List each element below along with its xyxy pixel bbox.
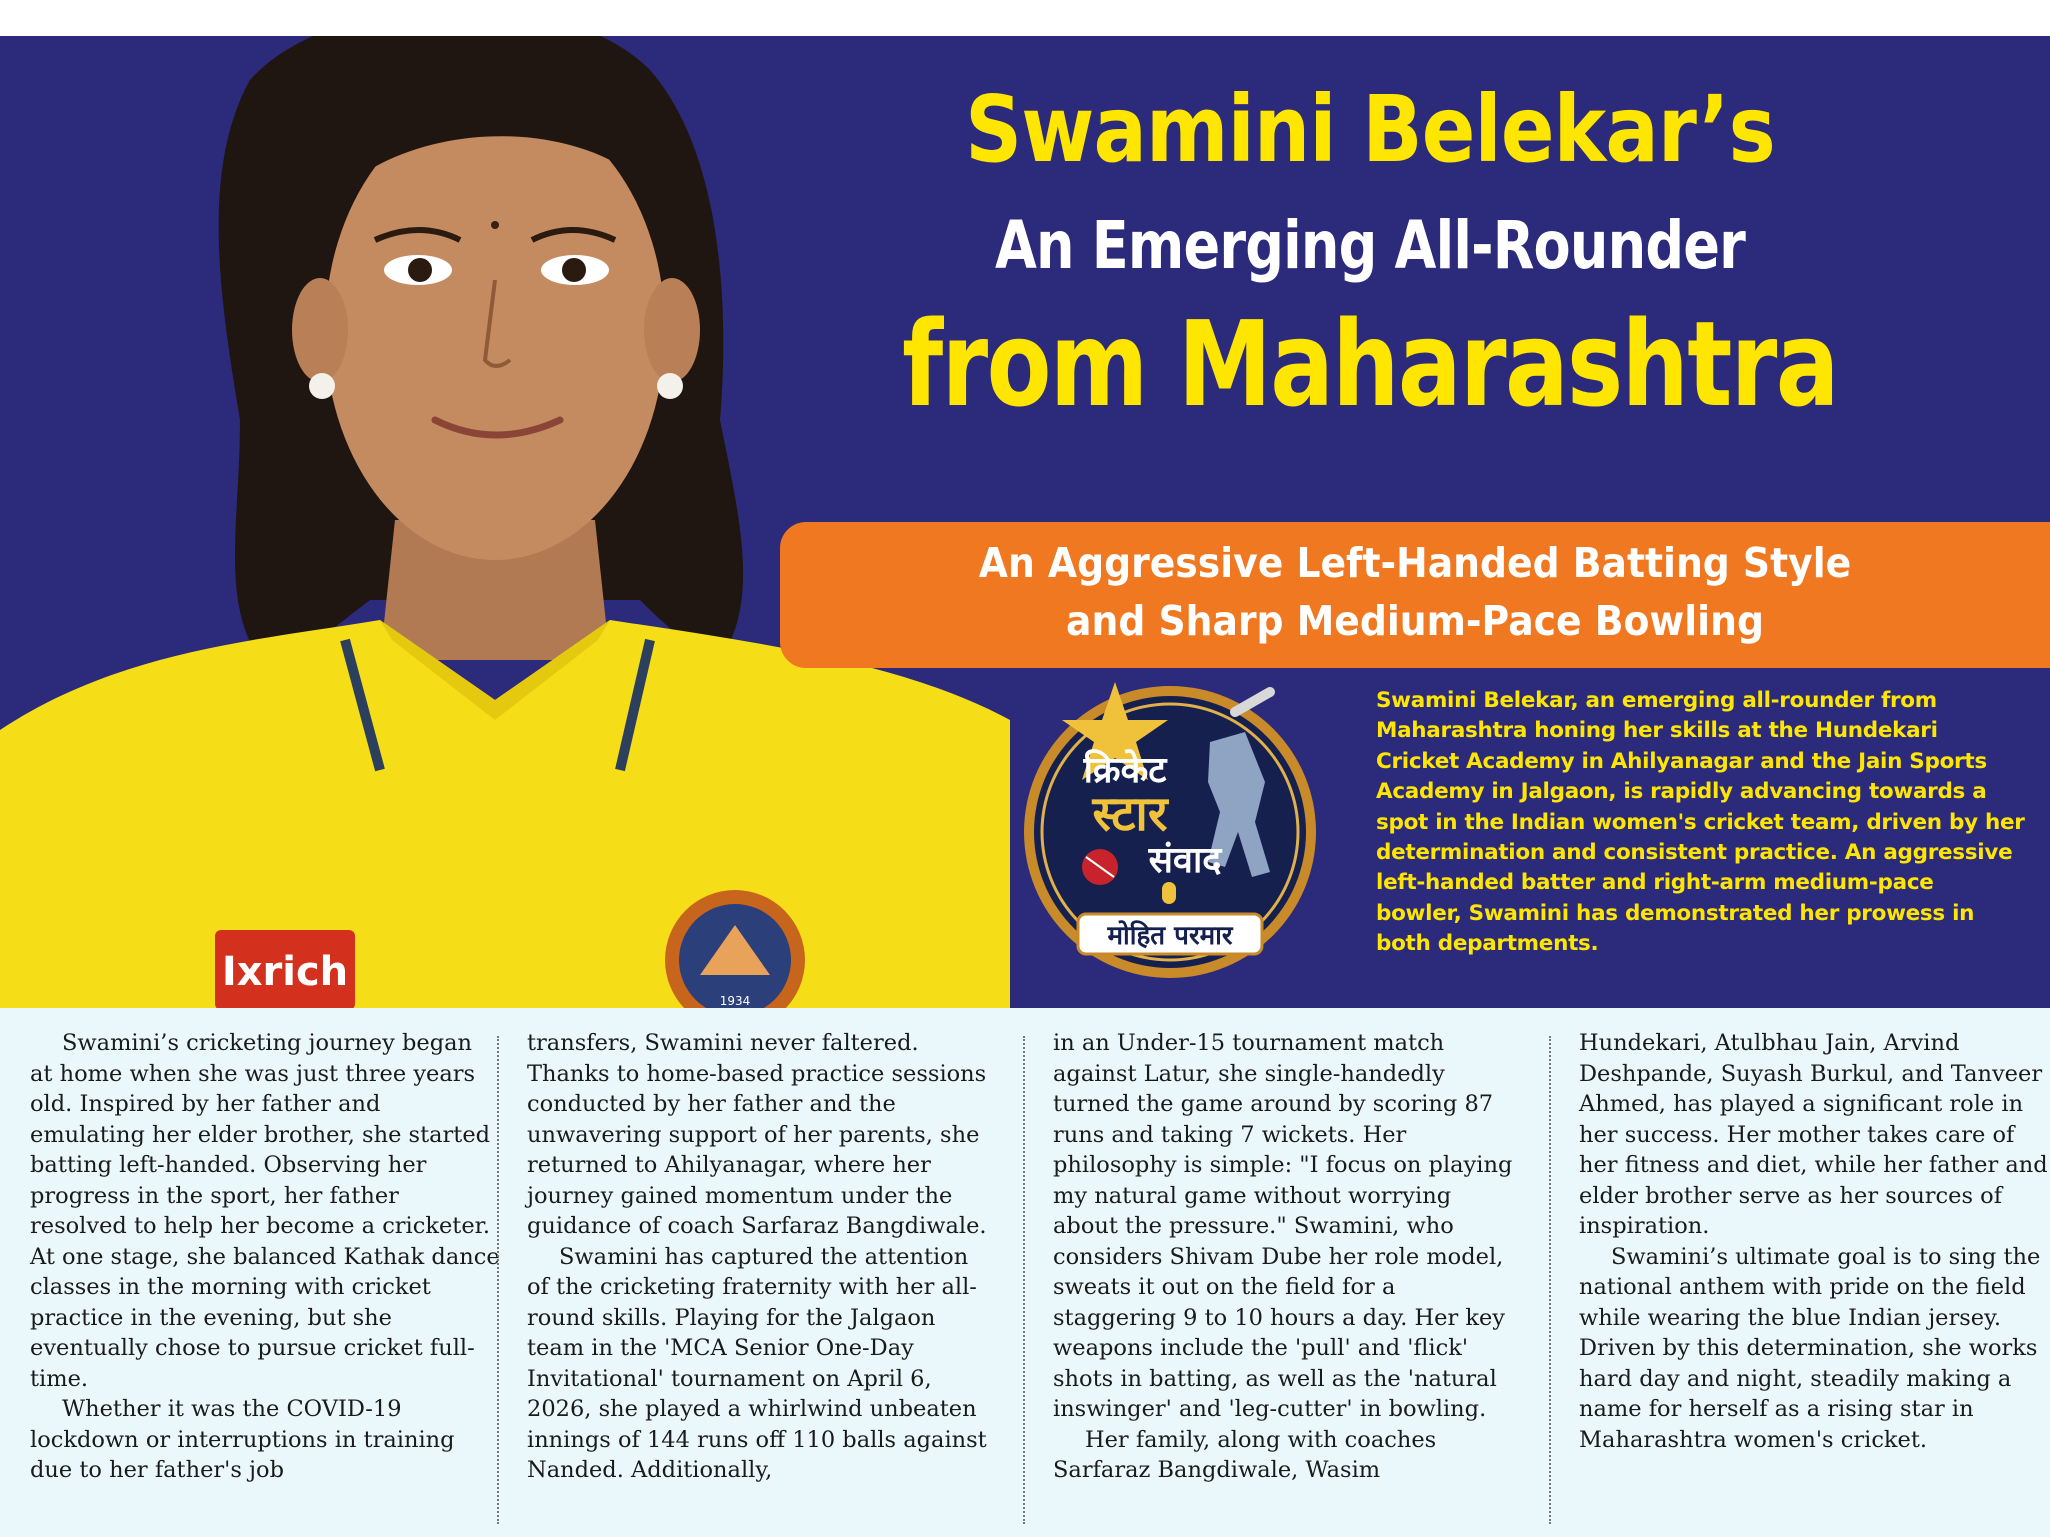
paragraph: Her family, along with coaches Sarfaraz Bangdiwale, Wasim <box>1053 1426 1437 1483</box>
article-column-2 <box>527 1028 997 1486</box>
microphone-icon <box>1162 882 1176 904</box>
article-column-1 <box>30 1028 500 1486</box>
logo-title-1: क्रिकेट <box>1083 750 1167 791</box>
column-divider <box>1023 1036 1025 1524</box>
crest-year: 1934 <box>719 994 751 1008</box>
headline-line-1: Swamini Belekar’s <box>965 76 1775 183</box>
tagline-line-2: and Sharp Medium-Pace Bowling <box>1066 597 1764 645</box>
paragraph: transfers, Swamini never faltered. Thanks to home-based practice sessions conducted by her father and the unwavering support of her parents, she returned to Ahilyanagar, where her journey gained momentum under the guidance of coach Sarfaraz Bangdiwale. <box>527 1030 987 1239</box>
article-column-4 <box>1579 1028 2049 1455</box>
headline <box>690 76 2050 433</box>
headline-line-3: from Maharashtra <box>902 295 1838 433</box>
column-divider <box>1549 1036 1551 1524</box>
column-divider <box>497 1036 499 1524</box>
intro-summary: Swamini Belekar, an emerging all-rounder from Maharashtra honing her skills at the Hundekari Cricket Academy in Ahilyanagar and the Jain Sports Academy in Jalgaon, is rapidly advancing towards a spot in the Indian women's cricket team, driven by her determination and consistent practice. An aggressive left-handed batter and right-arm medium-pace bowler, Swamini has demonstrated her prowess in both departments. <box>1376 688 2025 957</box>
headline-line-2: An Emerging All-Rounder <box>994 207 1746 284</box>
logo-title-2: स्टार <box>1092 786 1168 842</box>
logo-title-3: संवाद <box>1148 840 1222 881</box>
article-column-3 <box>1053 1028 1523 1486</box>
paragraph: Swamini’s cricketing journey began at home when she was just three years old. Inspired by her father and emulating her elder brother, she started batting left-handed. Observing her progress in the sport, her father resolved to help her become a cricketer. At one stage, she balanced Kathak dance classes in the morning with cricket practice in the evening, but she eventually chose to pursue cricket full-time. <box>30 1030 500 1392</box>
article-body <box>0 1008 2050 1537</box>
paragraph: Swamini’s ultimate goal is to sing the national anthem with pride on the field while wearing the blue Indian jersey. Driven by this determination, she works hard day and night, steadily making a name for herself as a rising star in Maharashtra women's cricket. <box>1579 1243 2041 1453</box>
tagline-line-1: An Aggressive Left-Handed Batting Style <box>978 539 1852 587</box>
logo-byline: मोहित परमार <box>1107 921 1233 951</box>
tagline-banner <box>780 522 2050 668</box>
hero-banner <box>0 36 2050 1008</box>
paragraph: Hundekari, Atulbhau Jain, Arvind Deshpande, Suyash Burkul, and Tanveer Ahmed, has played a significant role in her success. Her mother takes care of her fitness and diet, while her father and elder brother serve as her sources of inspiration. <box>1579 1030 2048 1239</box>
paragraph: in an Under-15 tournament match against Latur, she single-handedly turned the game around by scoring 87 runs and taking 7 wickets. Her philosophy is simple: "I focus on playing my natural game without worrying about the pressure." Swamini, who considers Shivam Dube her role model, sweats it out on the field for a staggering 9 to 10 hours a day. Her key weapons include the 'pull' and 'flick' shots in batting, as well as the 'natural inswinger' and 'leg-cutter' in bowling. <box>1053 1030 1513 1422</box>
paragraph: Whether it was the COVID-19 lockdown or interruptions in training due to her father's job <box>30 1396 455 1483</box>
cricket-star-samvad-logo <box>1020 672 1320 992</box>
sponsor-logo: Ixrich <box>221 949 349 995</box>
paragraph: Swamini has captured the attention of the cricketing fraternity with her all-round skills. Playing for the Jalgaon team in the 'MCA Senior One-Day Invitational' tournament on April 6, 2026, she played a whirlwind unbeaten innings of 144 runs off 110 balls against Nanded. Additionally, <box>527 1243 987 1483</box>
